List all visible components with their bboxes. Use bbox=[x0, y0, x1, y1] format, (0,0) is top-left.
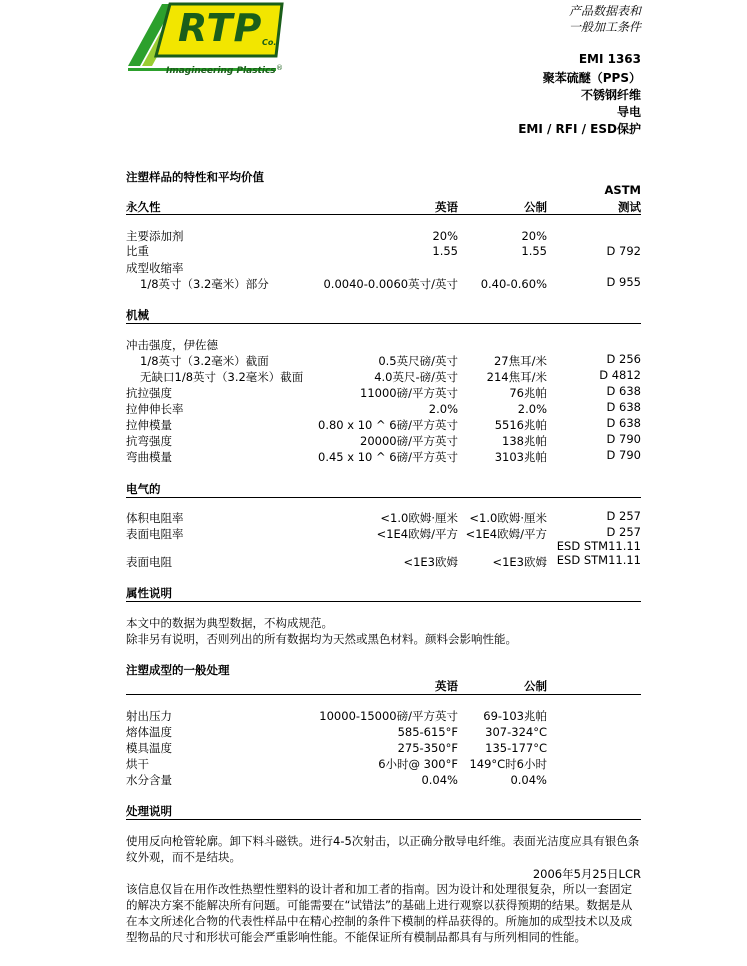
row-label: 射出压力 bbox=[126, 709, 172, 723]
row-metric: 138兆帕 bbox=[502, 434, 547, 448]
row-label: 主要添加剂 bbox=[126, 229, 184, 243]
processing-col-metric: 公制 bbox=[524, 679, 547, 693]
row-label: 烘干 bbox=[126, 757, 149, 771]
row-english: 275-350°F bbox=[397, 741, 458, 755]
row-metric: <1.0欧姆·厘米 bbox=[469, 511, 547, 525]
row-metric: 0.40-0.60% bbox=[480, 277, 547, 291]
rtp-logo bbox=[126, 0, 286, 80]
row-english: 6小时@ 300°F bbox=[378, 757, 458, 771]
row-label: 无缺口1/8英寸（3.2毫米）截面 bbox=[140, 370, 304, 384]
row-label: 冲击强度，伊佐德 bbox=[126, 338, 218, 352]
row-test: D 256 bbox=[606, 352, 641, 366]
row-label: 1/8英寸（3.2毫米）部分 bbox=[140, 277, 269, 291]
row-test: D 638 bbox=[606, 416, 641, 430]
row-metric: 76兆帕 bbox=[509, 386, 547, 400]
row-test: ESD STM11.11 bbox=[556, 553, 641, 567]
processing-notes-text: 使用反向枪管轮廓。卸下料斗磁铁。进行4-5次射击，以正确分散导电纤维。表面光洁度应具有银色条纹外观，而不是结块。 bbox=[126, 834, 640, 864]
row-label: 水分含量 bbox=[126, 773, 172, 787]
doc-type-line2: 一般加工条件 bbox=[568, 20, 641, 34]
processing-notes-title: 处理说明 bbox=[126, 804, 172, 818]
row-test: D 638 bbox=[606, 384, 641, 398]
row-label: 熔体温度 bbox=[126, 725, 172, 739]
notes-title: 属性说明 bbox=[126, 586, 172, 600]
product-code: EMI 1363 bbox=[578, 52, 641, 66]
row-metric: 0.04% bbox=[510, 773, 547, 787]
logo-registered-mark: ® bbox=[276, 64, 283, 72]
row-metric: <1E4欧姆/平方 bbox=[465, 527, 547, 541]
row-english: 20000磅/平方英寸 bbox=[360, 434, 458, 448]
row-english: 0.04% bbox=[421, 773, 458, 787]
revision-date: 2006年5月25日LCR bbox=[532, 867, 641, 881]
row-english: 10000-15000磅/平方英寸 bbox=[319, 709, 458, 723]
processing-title: 注塑成型的一般处理 bbox=[126, 663, 230, 677]
row-english: 585-615°F bbox=[397, 725, 458, 739]
row-label: 1/8英寸（3.2毫米）截面 bbox=[140, 354, 269, 368]
application-name: EMI / RFI / ESD保护 bbox=[518, 122, 641, 136]
row-english: <1E4欧姆/平方 bbox=[376, 527, 458, 541]
row-label: 成型收缩率 bbox=[126, 261, 184, 275]
row-english: 0.0040-0.0060英寸/英寸 bbox=[323, 277, 458, 291]
row-metric: 149°C时6小时 bbox=[469, 757, 547, 771]
row-english: 0.80 x 10 ^ 6磅/平方英寸 bbox=[318, 418, 458, 432]
properties-title: 注塑样品的特性和平均价值 bbox=[126, 170, 264, 184]
property-name: 导电 bbox=[616, 105, 641, 119]
row-test: D 257 bbox=[606, 525, 641, 539]
row-english: 0.45 x 10 ^ 6磅/平方英寸 bbox=[318, 450, 458, 464]
divider bbox=[126, 601, 641, 602]
row-label: 模具温度 bbox=[126, 741, 172, 755]
row-metric: 27焦耳/米 bbox=[493, 354, 547, 368]
logo-co-text: Co. bbox=[262, 38, 277, 47]
section-permanence: 永久性 bbox=[126, 200, 161, 214]
notes-line2: 除非另有说明，否则列出的所有数据均为天然或黑色材料。颜料会影响性能。 bbox=[126, 632, 517, 646]
row-test: D 790 bbox=[606, 448, 641, 462]
row-english: 0.5英尺磅/英寸 bbox=[378, 354, 458, 368]
row-english: 11000磅/平方英寸 bbox=[360, 386, 458, 400]
row-english: 1.55 bbox=[432, 244, 458, 258]
row-metric: 5516兆帕 bbox=[494, 418, 547, 432]
row-metric: <1E3欧姆 bbox=[492, 555, 547, 569]
divider bbox=[126, 694, 641, 695]
row-test: ESD STM11.11 bbox=[556, 539, 641, 553]
doc-type-line1: 产品数据表和 bbox=[568, 4, 641, 18]
row-test: D 790 bbox=[606, 432, 641, 446]
row-metric: 135-177°C bbox=[485, 741, 547, 755]
divider bbox=[126, 214, 641, 215]
row-label: 体积电阻率 bbox=[126, 511, 184, 525]
row-test: D 638 bbox=[606, 400, 641, 414]
row-metric: 214焦耳/米 bbox=[486, 370, 547, 384]
row-test: D 955 bbox=[606, 275, 641, 289]
row-metric: 20% bbox=[521, 229, 547, 243]
section-electrical: 电气的 bbox=[126, 482, 161, 496]
material-name: 聚苯硫醚（PPS） bbox=[542, 71, 641, 85]
col-english-header: 英语 bbox=[435, 200, 458, 214]
row-english: 2.0% bbox=[428, 402, 458, 416]
row-english: 4.0英尺-磅/英寸 bbox=[374, 370, 458, 384]
row-metric: 69-103兆帕 bbox=[483, 709, 547, 723]
row-test: D 257 bbox=[606, 509, 641, 523]
row-test: D 4812 bbox=[599, 368, 641, 382]
astm-header: ASTM bbox=[604, 183, 641, 197]
row-english: <1.0欧姆·厘米 bbox=[380, 511, 458, 525]
processing-col-english: 英语 bbox=[435, 679, 458, 693]
row-english: 20% bbox=[432, 229, 458, 243]
logo-brand-text: RTP bbox=[178, 6, 263, 50]
row-label: 拉伸伸长率 bbox=[126, 402, 184, 416]
row-metric: 307-324°C bbox=[485, 725, 547, 739]
col-test-header: 测试 bbox=[618, 200, 641, 214]
row-metric: 2.0% bbox=[517, 402, 547, 416]
divider bbox=[126, 819, 641, 820]
disclaimer-text: 该信息仅旨在用作改性热塑性塑料的设计者和加工者的指南。因为设计和处理很复杂，所以一套固定的解决方案不能解决所有问题。可能需要在“试错法”的基础上进行观察以获得预期的结果。数据是从在本文所述化合物的代表性样品中在精心控制的条件下模制的样品获得的。所施加的成型技术以及成型物品的尺寸和形状可能会严重影响性能。不能保证所有模制品都具有与所列相同的性能。 bbox=[126, 882, 633, 944]
row-label: 拉伸模量 bbox=[126, 418, 172, 432]
row-label: 表面电阻率 bbox=[126, 527, 184, 541]
notes-line1: 本文中的数据为典型数据，不构成规范。 bbox=[126, 616, 333, 630]
filler-name: 不锈钢纤维 bbox=[580, 88, 641, 102]
row-english: <1E3欧姆 bbox=[403, 555, 458, 569]
section-mechanical: 机械 bbox=[126, 308, 149, 322]
row-label: 表面电阻 bbox=[126, 555, 172, 569]
row-metric: 3103兆帕 bbox=[494, 450, 547, 464]
row-metric: 1.55 bbox=[521, 244, 547, 258]
logo-tagline: Imagineering Plastics bbox=[166, 66, 276, 76]
col-metric-header: 公制 bbox=[524, 200, 547, 214]
row-label: 比重 bbox=[126, 244, 149, 258]
row-label: 抗弯强度 bbox=[126, 434, 172, 448]
row-test: D 792 bbox=[606, 244, 641, 258]
divider bbox=[126, 323, 641, 324]
divider bbox=[126, 497, 641, 498]
row-label: 抗拉强度 bbox=[126, 386, 172, 400]
row-label: 弯曲模量 bbox=[126, 450, 172, 464]
